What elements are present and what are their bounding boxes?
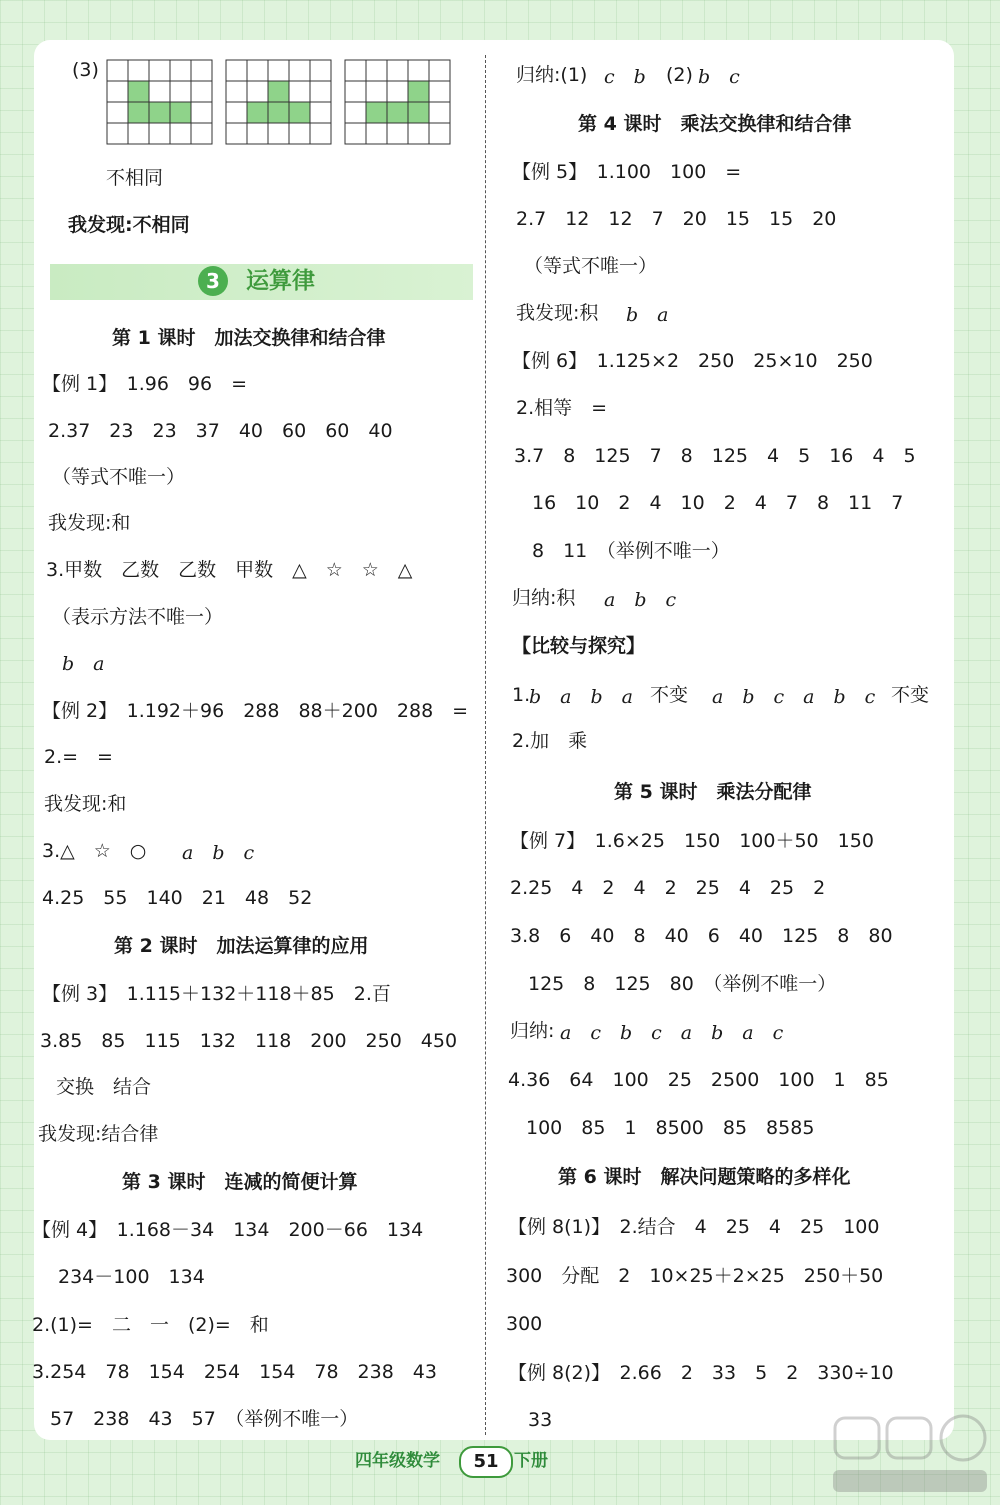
grid-cell bbox=[247, 123, 268, 144]
example-line: 【例 5】 1.100 100 = bbox=[512, 161, 742, 183]
answer-note: （表示方法不唯一） bbox=[52, 606, 224, 628]
answer-line: 4.25 55 140 21 48 52 bbox=[42, 887, 313, 909]
grid-cell bbox=[387, 60, 408, 81]
answer-line: b a bbox=[62, 653, 105, 675]
footer-grade-label: 四年级数学 bbox=[355, 1451, 440, 1471]
grid-cell bbox=[429, 81, 450, 102]
grid-cell bbox=[429, 102, 450, 123]
example-line: 【例 8(2)】 2.66 2 33 5 2 330÷10 bbox=[508, 1362, 894, 1384]
section-number: 3 bbox=[198, 266, 228, 296]
answer-line: 100 85 1 8500 85 8585 bbox=[526, 1117, 815, 1139]
page-number: 51 bbox=[459, 1446, 513, 1478]
section-title: 运算律 bbox=[246, 268, 315, 294]
example-line: 【例 2】 1.192＋96 288 88＋200 288 = bbox=[42, 700, 469, 722]
grid-cell bbox=[345, 81, 366, 102]
example-line: 【例 7】 1.6×25 150 100＋50 150 bbox=[510, 830, 874, 852]
grid-figure-2 bbox=[225, 59, 333, 145]
summary-line: a b c bbox=[604, 589, 677, 611]
grid-cell bbox=[128, 60, 149, 81]
answer-line: 2.37 23 23 37 40 60 60 40 bbox=[48, 420, 393, 442]
grid-label: (3) bbox=[72, 59, 99, 81]
grid-cell bbox=[149, 81, 170, 102]
grid-cell bbox=[387, 123, 408, 144]
answer-line: 2.25 4 2 4 2 25 4 25 2 bbox=[510, 877, 826, 899]
compare-title: 【比较与探究】 bbox=[512, 635, 646, 657]
grid-cell-filled bbox=[170, 102, 191, 123]
discover-line: 我发现:不相同 bbox=[68, 214, 190, 236]
compare-line: 1. bbox=[512, 684, 531, 706]
footer-volume-label: 下册 bbox=[514, 1451, 548, 1471]
grid-cell bbox=[170, 60, 191, 81]
grid-cell bbox=[408, 60, 429, 81]
grid-cell bbox=[149, 123, 170, 144]
answer-line: 57 238 43 57 （举例不唯一） bbox=[50, 1408, 359, 1430]
grid-cell bbox=[191, 60, 212, 81]
answer-line: 3.8 6 40 8 40 6 40 125 8 80 bbox=[510, 925, 893, 947]
summary-line: a c b c a b a c bbox=[560, 1022, 784, 1044]
grid-cell bbox=[191, 81, 212, 102]
grid-cell bbox=[128, 123, 149, 144]
grid-cell bbox=[107, 102, 128, 123]
grid-cell-filled bbox=[128, 81, 149, 102]
grid-figure-3 bbox=[344, 59, 452, 145]
summary-line: b c bbox=[698, 66, 740, 88]
grid-cell bbox=[226, 81, 247, 102]
answer-not-same: 不相同 bbox=[106, 167, 164, 189]
grid-cell bbox=[268, 123, 289, 144]
lesson-title: 第 1 课时 加法交换律和结合律 bbox=[112, 327, 386, 349]
grid-cell bbox=[107, 81, 128, 102]
grid-cell bbox=[289, 123, 310, 144]
summary-line: 归纳:积 bbox=[512, 587, 576, 609]
grid-cell bbox=[429, 60, 450, 81]
grid-cell bbox=[387, 81, 408, 102]
summary-line: 归纳:(1) bbox=[516, 64, 588, 86]
grid-cell bbox=[107, 60, 128, 81]
grid-cell bbox=[408, 123, 429, 144]
lesson-title: 第 3 课时 连减的简便计算 bbox=[122, 1171, 358, 1193]
discover-line: 我发现:积 bbox=[516, 302, 599, 324]
grid-cell bbox=[310, 81, 331, 102]
lesson-title: 第 6 课时 解决问题策略的多样化 bbox=[558, 1166, 851, 1188]
discover-line: 我发现:和 bbox=[44, 793, 127, 815]
answer-line: 2.(1)= 二 一 (2)= 和 bbox=[32, 1314, 269, 1336]
answer-line: 125 8 125 80 （举例不唯一） bbox=[528, 973, 837, 995]
grid-cell bbox=[268, 60, 289, 81]
answer-line: 2.7 12 12 7 20 15 15 20 bbox=[516, 208, 837, 230]
grid-cell-filled bbox=[408, 102, 429, 123]
grid-cell bbox=[345, 60, 366, 81]
grid-cell bbox=[226, 102, 247, 123]
compare-line: b a b a bbox=[529, 686, 633, 708]
grid-cell bbox=[366, 81, 387, 102]
summary-line: 归纳: bbox=[510, 1020, 555, 1042]
grid-cell bbox=[170, 123, 191, 144]
grid-cell bbox=[247, 60, 268, 81]
grid-cell-filled bbox=[268, 81, 289, 102]
grid-cell-filled bbox=[128, 102, 149, 123]
grid-cell bbox=[429, 123, 450, 144]
example-line: 【例 3】 1.115＋132＋118＋85 2.百 bbox=[42, 983, 391, 1005]
discover-line: 我发现:结合律 bbox=[38, 1123, 159, 1145]
watermark-logo bbox=[825, 1410, 995, 1500]
grid-cell bbox=[366, 60, 387, 81]
answer-line: 4.36 64 100 25 2500 100 1 85 bbox=[508, 1069, 889, 1091]
answer-line: 33 bbox=[528, 1409, 553, 1431]
answer-line: 3.254 78 154 254 154 78 238 43 bbox=[32, 1361, 437, 1383]
grid-cell bbox=[289, 60, 310, 81]
grid-cell bbox=[149, 60, 170, 81]
answer-line: 300 bbox=[506, 1313, 543, 1335]
grid-cell bbox=[247, 81, 268, 102]
compare-line: 不变 bbox=[891, 684, 930, 706]
grid-figure-1 bbox=[106, 59, 214, 145]
compare-line: a b c a b c bbox=[712, 686, 876, 708]
lesson-title: 第 2 课时 加法运算律的应用 bbox=[114, 935, 369, 957]
grid-cell-filled bbox=[268, 102, 289, 123]
lesson-title: 第 5 课时 乘法分配律 bbox=[614, 781, 812, 803]
grid-cell bbox=[310, 123, 331, 144]
grid-cell bbox=[345, 102, 366, 123]
grid-cell bbox=[310, 60, 331, 81]
grid-cell-filled bbox=[149, 102, 170, 123]
grid-cell bbox=[345, 123, 366, 144]
answer-line: 3.7 8 125 7 8 125 4 5 16 4 5 bbox=[514, 445, 916, 467]
grid-cell bbox=[226, 60, 247, 81]
compare-line: 不变 bbox=[650, 684, 689, 706]
answer-line: 2.= = bbox=[44, 746, 113, 768]
example-line: 【例 6】 1.125×2 250 25×10 250 bbox=[512, 350, 873, 372]
example-line: 【例 4】 1.168－34 134 200－66 134 bbox=[32, 1219, 424, 1241]
summary-line: (2) bbox=[666, 64, 693, 86]
answer-line: 交换 结合 bbox=[56, 1076, 152, 1098]
grid-cell bbox=[170, 81, 191, 102]
answer-line: 16 10 2 4 10 2 4 7 8 11 7 bbox=[532, 492, 904, 514]
answer-line: 300 分配 2 10×25＋2×25 250＋50 bbox=[506, 1265, 884, 1287]
column-divider bbox=[485, 55, 486, 1435]
grid-cell bbox=[289, 81, 310, 102]
grid-cell bbox=[226, 123, 247, 144]
lesson-title: 第 4 课时 乘法交换律和结合律 bbox=[578, 113, 852, 135]
answer-note: （等式不唯一） bbox=[524, 255, 658, 277]
answer-line: 2.相等 = bbox=[516, 397, 608, 419]
grid-cell bbox=[107, 123, 128, 144]
answer-line: 8 11 （举例不唯一） bbox=[532, 540, 730, 562]
example-line: 【例 1】 1.96 96 = bbox=[42, 373, 248, 395]
answer-line: 234－100 134 bbox=[58, 1266, 205, 1288]
grid-cell bbox=[191, 123, 212, 144]
compare-line: 2.加 乘 bbox=[512, 730, 588, 752]
grid-cell-filled bbox=[408, 81, 429, 102]
grid-cell-filled bbox=[366, 102, 387, 123]
answer-line: 3.甲数 乙数 乙数 甲数 △ ☆ ☆ △ bbox=[46, 559, 413, 581]
grid-cell bbox=[310, 102, 331, 123]
discover-line: b a bbox=[626, 304, 669, 326]
grid-cell-filled bbox=[247, 102, 268, 123]
answer-line: 3.△ ☆ ○ bbox=[42, 840, 147, 862]
grid-cell bbox=[366, 123, 387, 144]
answer-note: （等式不唯一） bbox=[52, 466, 186, 488]
answer-line: 3.85 85 115 132 118 200 250 450 bbox=[40, 1030, 458, 1052]
answer-line: a b c bbox=[182, 842, 255, 864]
grid-cell-filled bbox=[387, 102, 408, 123]
grid-cell-filled bbox=[289, 102, 310, 123]
grid-cell bbox=[191, 102, 212, 123]
summary-line: c b bbox=[604, 66, 646, 88]
discover-line: 我发现:和 bbox=[48, 512, 131, 534]
example-line: 【例 8(1)】 2.结合 4 25 4 25 100 bbox=[508, 1216, 880, 1238]
